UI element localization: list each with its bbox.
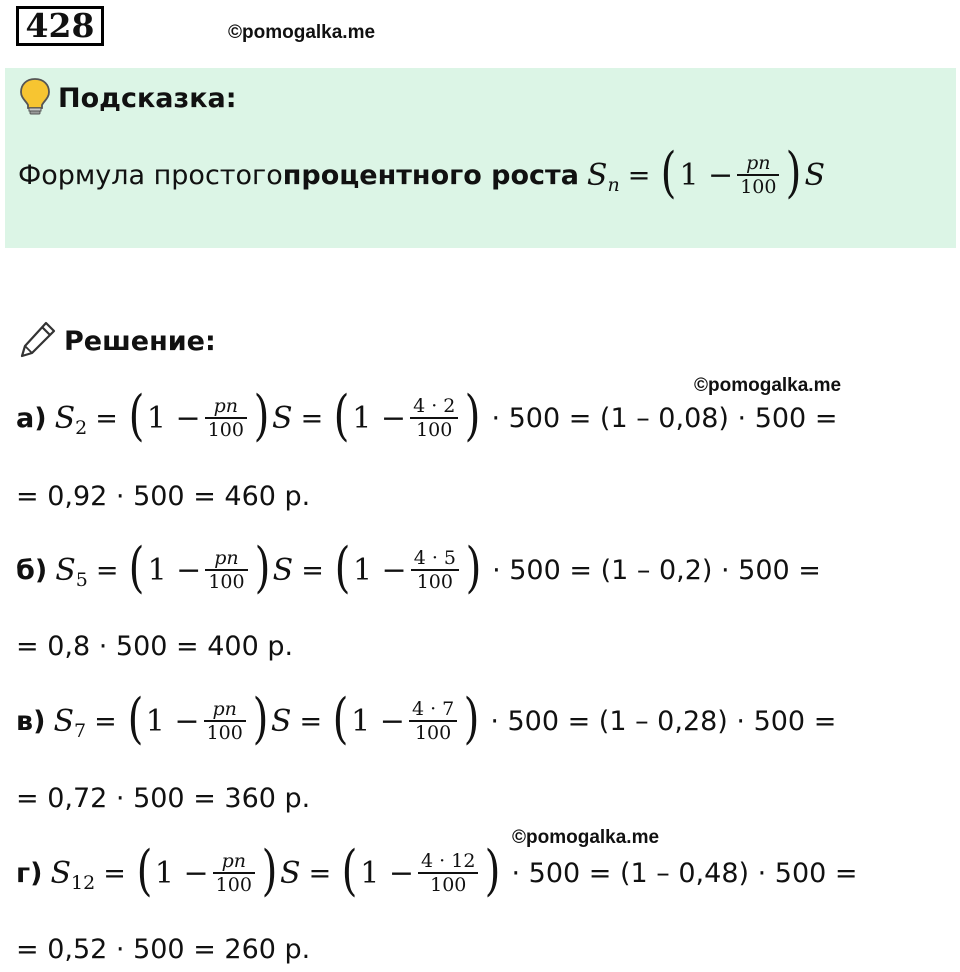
paren-open: ( — [334, 536, 351, 599]
formula-S: S — [586, 157, 608, 193]
paren-close: ) — [786, 141, 802, 204]
item-label: в) — [16, 705, 46, 737]
paren-open: ( — [136, 839, 153, 902]
S-tail: S — [270, 703, 292, 739]
general-fraction — [205, 547, 247, 593]
pencil-icon — [18, 319, 58, 364]
fraction-denominator: 100 — [414, 721, 452, 744]
calc-rest: · 500 = (1 – 0,2) · 500 = — [492, 554, 821, 586]
S-tail: S — [280, 855, 301, 891]
hint-formula — [18, 140, 825, 210]
paren-close: ) — [252, 687, 269, 750]
fraction-numerator: 4 · 5 — [413, 547, 456, 570]
S-subscript: 5 — [75, 569, 88, 591]
solution-title — [18, 320, 216, 362]
fraction-numerator: 4 · 2 — [413, 395, 456, 418]
numeric-fraction — [418, 850, 478, 896]
numeric-fraction — [411, 547, 459, 593]
solution-title-label: Решение: — [64, 325, 216, 357]
fraction-numerator: pn — [221, 850, 246, 873]
paren-close: ) — [464, 384, 481, 447]
one-minus: 1 − — [145, 703, 200, 739]
fraction-denominator: 100 — [416, 418, 453, 441]
one-minus: 1 − — [360, 855, 415, 891]
fraction-numerator: 4 · 12 — [421, 850, 476, 873]
paren-close: ) — [261, 839, 278, 902]
paren-open: ( — [127, 687, 144, 750]
one-minus: 1 − — [352, 552, 407, 588]
hint-text-bold: процентного роста — [282, 159, 579, 191]
watermark-bottom: ©pomogalka.me — [512, 827, 660, 848]
task-number: 428 — [16, 6, 104, 46]
fraction-numerator: pn — [213, 395, 239, 418]
paren-open: ( — [332, 687, 349, 750]
lightbulb-icon — [18, 76, 52, 121]
one-minus: 1 − — [146, 400, 201, 436]
general-fraction — [213, 850, 255, 896]
eq: = — [95, 402, 118, 434]
formula-fraction — [737, 152, 779, 198]
general-fraction — [205, 395, 247, 441]
eq: = — [301, 554, 324, 586]
item-label: б) — [16, 554, 48, 586]
formula-one-minus: 1 − — [679, 157, 734, 193]
item-label: а) — [16, 402, 47, 434]
calc-rest: · 500 = (1 – 0,28) · 500 = — [490, 705, 837, 737]
S-symbol: S — [55, 552, 76, 588]
S-symbol: S — [50, 855, 72, 891]
one-minus: 1 − — [351, 703, 405, 739]
S-subscript: 7 — [74, 720, 87, 742]
numeric-fraction — [409, 698, 457, 744]
eq: = — [300, 402, 324, 434]
solution-item-a — [16, 386, 837, 450]
paren-open: ( — [128, 384, 145, 447]
fraction-denominator: 100 — [207, 418, 244, 441]
fraction-denominator: 100 — [208, 570, 245, 593]
fraction-numerator: pn — [746, 152, 771, 175]
one-minus: 1 − — [147, 552, 202, 588]
calc-rest: · 500 = (1 – 0,48) · 500 = — [511, 857, 858, 889]
S-tail: S — [272, 400, 293, 436]
item-label: г) — [16, 857, 43, 889]
S-symbol: S — [54, 400, 76, 436]
fraction-denominator: 100 — [206, 721, 243, 744]
solution-item-c — [16, 689, 836, 753]
calc-rest: · 500 = (1 – 0,08) · 500 = — [491, 402, 838, 434]
paren-close: ) — [463, 687, 480, 750]
fraction-denominator: 100 — [430, 873, 467, 896]
formula-eq: = — [627, 159, 651, 191]
formula-tail: S — [804, 157, 826, 193]
hint-title — [18, 78, 237, 118]
one-minus: 1 − — [154, 855, 209, 891]
watermark-top: ©pomogalka.me — [228, 22, 376, 43]
result-d: = 0,52 · 500 = 260 р. — [16, 933, 311, 965]
one-minus: 1 − — [352, 400, 407, 436]
general-fraction — [204, 698, 246, 744]
watermark-mid: ©pomogalka.me — [694, 375, 842, 396]
paren-close: ) — [485, 839, 501, 902]
S-tail: S — [272, 552, 294, 588]
hint-title-label: Подсказка: — [58, 82, 237, 114]
eq: = — [308, 857, 332, 889]
fraction-denominator: 100 — [215, 873, 252, 896]
eq: = — [95, 554, 119, 586]
paren-close: ) — [465, 536, 482, 599]
fraction-denominator: 100 — [740, 175, 777, 198]
result-a: = 0,92 · 500 = 460 р. — [16, 480, 311, 512]
formula-sub: n — [607, 174, 620, 196]
hint-text-plain: Формула простого — [18, 159, 283, 191]
fraction-denominator: 100 — [416, 570, 453, 593]
S-subscript: 2 — [75, 417, 88, 439]
paren-close: ) — [253, 384, 270, 447]
fraction-numerator: pn — [214, 547, 239, 570]
solution-item-d — [16, 841, 858, 905]
paren-open: ( — [129, 536, 145, 599]
result-b: = 0,8 · 500 = 400 р. — [16, 630, 294, 662]
eq: = — [299, 705, 323, 737]
numeric-fraction — [410, 395, 458, 441]
S-symbol: S — [53, 703, 74, 739]
fraction-numerator: 4 · 7 — [411, 698, 455, 721]
fraction-numerator: pn — [212, 698, 237, 721]
paren-open: ( — [333, 384, 350, 447]
paren-close: ) — [254, 536, 271, 599]
paren-open: ( — [341, 839, 358, 902]
paren-open: ( — [660, 141, 677, 204]
eq: = — [103, 857, 126, 889]
result-c: = 0,72 · 500 = 360 р. — [16, 782, 311, 814]
S-subscript: 12 — [71, 872, 96, 894]
solution-item-b — [16, 538, 821, 602]
eq: = — [94, 705, 117, 737]
